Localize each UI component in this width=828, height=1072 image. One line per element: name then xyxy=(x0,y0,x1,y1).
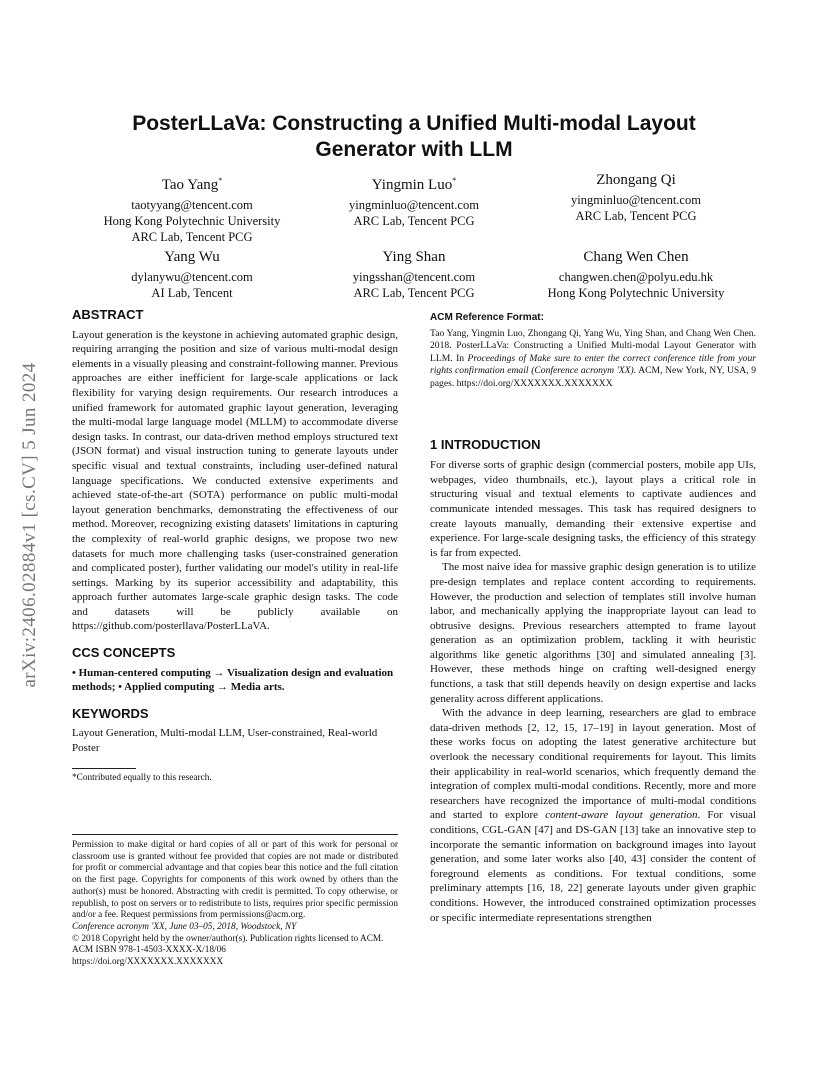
author-email: yingminluo@tencent.com xyxy=(349,198,479,212)
title-line-2: Generator with LLM xyxy=(315,138,513,161)
acm-reference-heading: ACM Reference Format: xyxy=(430,312,544,323)
intro-paragraph-3 xyxy=(430,706,756,925)
permission-block xyxy=(72,834,398,969)
right-column xyxy=(430,311,756,925)
intro-emphasis: content-aware layout generation xyxy=(545,809,698,822)
author-email: changwen.chen@polyu.edu.hk xyxy=(558,270,714,284)
author-email: dylanywu@tencent.com xyxy=(131,270,253,284)
author-block-2 xyxy=(294,171,534,229)
author-name: Yang Wu xyxy=(164,249,220,265)
author-block-3 xyxy=(516,171,756,224)
acm-reference-text xyxy=(430,328,756,391)
author-affiliation: ARC Lab, Tencent PCG xyxy=(575,209,697,223)
introduction-heading: 1 INTRODUCTION xyxy=(430,436,541,452)
footnote-rule xyxy=(72,768,136,769)
author-affiliation: AI Lab, Tencent xyxy=(151,286,233,300)
author-affiliation: ARC Lab, Tencent PCG xyxy=(131,230,253,244)
author-block-5 xyxy=(294,248,534,301)
arxiv-sidebar xyxy=(10,300,50,750)
abstract-text: Layout generation is the keystone in achieving automated graphic design, requiring arranging the position and size of various multi-modal design elements in a visually pleasing and constraint-following manner. Previous approaches are either inefficient for large-scale applications or lack flexibility for varying design requirements. Our research introduces a unified framework for automated graphic layout generation, leveraging the multi-modal large language model (MLLM) to accommodate diverse design tasks. In contrast, our data-driven method employs structured text (JSON format) and visual instruction tuning to generate layouts under specific visual and textual constraints, including user-defined natural language specifications. We conducted extensive experiments and achieved state-of-the-art (SOTA) performance on public multi-modal layout generation benchmarks, demonstrating the effectiveness of our method. Moreover, recognizing existing datasets' limitations in capturing the complexity of real-world graphic designs, we propose two new datasets for much more challenging tasks (user-constrained generation and complicated poster), further validating our model's utility in real-life settings. Marking by its superior accessibility and adaptability, this approach further automates large-scale graphic design tasks. The code and datasets will be publicly available on https://github.com/posterllava/PosterLLaVA. xyxy=(72,328,398,633)
author-name: Yingmin Luo xyxy=(371,177,453,193)
intro-paragraph-2: The most naive idea for massive graphic design generation is to utilize pre-design templates and replace content according to requirements. However, the production and selection of templates still involve human labor, and mechanically applying the inappropriate layout can lead to obtrusive designs. Previous researchers attempted to frame layout generation as an optimization problem, tackling it with heuristic algorithms like genetic algorithms [30] and simulated annealing [3]. However, these methods hinge on crafting well-designed energy functions, a task that still depends heavily on design expertise and lacks generality across different applications. xyxy=(430,561,756,705)
copyright-line: © 2018 Copyright held by the owner/author(s). Publication rights licensed to ACM. xyxy=(72,933,384,944)
permission-text: Permission to make digital or hard copies of all or part of this work for personal or classroom use is granted without fee provided that copies are not made or distributed for profit or commercial advantage and that copies bear this notice and the full citation on the first page. Copyrights for components of this work owned by others than the author(s) must be honored. Abstracting with credit is permitted. To copy otherwise, or republish, to post on servers or to redistribute to lists, requires prior specific permission and/or a fee. Request permissions from permissions@acm.org. xyxy=(72,840,398,921)
intro-paragraph-3-end: . For visual conditions, CGL-GAN [47] and DS-GAN [13] take an innovative step to incorporate the semantic information on background images into layout generation, and some later works also [40, 43] consider the content of foreground elements as conditions. For textual conditions, some preliminary attempts [16, 18, 22] generate layouts under given graphic conditions. However, the introduced constrained optimization processes or specific intermediate representations strengthen xyxy=(430,809,756,924)
acm-reference-proceedings: Proceedings of Make sure to enter the correct conference title from your rights confirmation email (Conference acronym 'XX). xyxy=(430,352,756,377)
equal-contribution-mark: * xyxy=(452,176,457,185)
author-block-1 xyxy=(72,171,312,245)
intro-paragraph-1: For diverse sorts of graphic design (commercial posters, mobile app UIs, webpages, video thumbnails, etc.), layout plays a critical role in structuring visual and textual elements to captivate audiences and communicate intended messages. This task has required designers to create layouts manually, demanding their extensive expertise and experience. For large-scale designing tasks, the efficiency of this strategy is far from expected. xyxy=(430,459,756,559)
author-name: Chang Wen Chen xyxy=(583,249,689,265)
paper-title xyxy=(0,111,828,163)
author-block-6 xyxy=(516,248,756,301)
author-name: Zhongang Qi xyxy=(596,172,676,188)
intro-paragraph-3-start: With the advance in deep learning, researchers are glad to embrace data-driven methods [2, 12, 15, 17–19] in layout generation. Most of these works focus on adopting the latest generative architecture but overlook the necessary conditional requirements for layout. This limits their applicability in real-world scenarios, which frequently demand the integration of complex multi-modal conditions. Recently, more and more researchers have recognized the importance of multi-modal conditions and started to explore xyxy=(430,707,756,822)
author-affiliation: ARC Lab, Tencent PCG xyxy=(353,286,475,300)
abstract-heading: ABSTRACT xyxy=(72,307,144,322)
doi-line: https://doi.org/XXXXXXX.XXXXXXX xyxy=(72,957,224,968)
author-name: Ying Shan xyxy=(382,249,446,265)
ccs-text: • Human-centered computing → Visualization design and evaluation methods; • Applied computing → Media arts. xyxy=(72,666,394,694)
keywords-heading: KEYWORDS xyxy=(72,705,149,721)
left-column xyxy=(72,308,398,784)
author-email: yingminluo@tencent.com xyxy=(571,193,701,207)
arxiv-identifier: arXiv:2406.02884v1 [cs.CV] 5 Jun 2024 xyxy=(19,362,40,688)
author-name: Tao Yang xyxy=(161,177,219,193)
conference-line: Conference acronym 'XX, June 03–05, 2018, Woodstock, NY xyxy=(72,921,297,932)
title-line-1: PosterLLaVa: Constructing a Unified Multi-modal Layout xyxy=(132,112,696,135)
author-affiliation: Hong Kong Polytechnic University xyxy=(547,286,725,300)
isbn-line: ACM ISBN 978-1-4503-XXXX-X/18/06 xyxy=(72,945,226,956)
author-block-4 xyxy=(72,248,312,301)
acm-reference-authors: Tao Yang, Yingmin Luo, Zhongang Qi, Yang Wu, Ying Shan, and Chang Wen Chen. 2018. PosterLLaVa: Constructing a Unified Multi-modal Layout Generator with LLM. In xyxy=(430,327,756,364)
ccs-heading: CCS CONCEPTS xyxy=(72,645,176,661)
author-affiliation: Hong Kong Polytechnic University xyxy=(103,214,281,228)
author-email: taotyyang@tencent.com xyxy=(131,198,253,212)
footnote: *Contributed equally to this research. xyxy=(72,772,212,783)
acm-reference-publisher: ACM, New York, NY, USA, 9 pages. https://doi.org/XXXXXXX.XXXXXXX xyxy=(430,365,756,389)
keywords-text: Layout Generation, Multi-modal LLM, User-constrained, Real-world Poster xyxy=(72,727,378,755)
permission-rule xyxy=(72,834,398,835)
equal-contribution-mark: * xyxy=(218,176,223,185)
author-email: yingsshan@tencent.com xyxy=(352,270,476,284)
author-affiliation: ARC Lab, Tencent PCG xyxy=(353,214,475,228)
